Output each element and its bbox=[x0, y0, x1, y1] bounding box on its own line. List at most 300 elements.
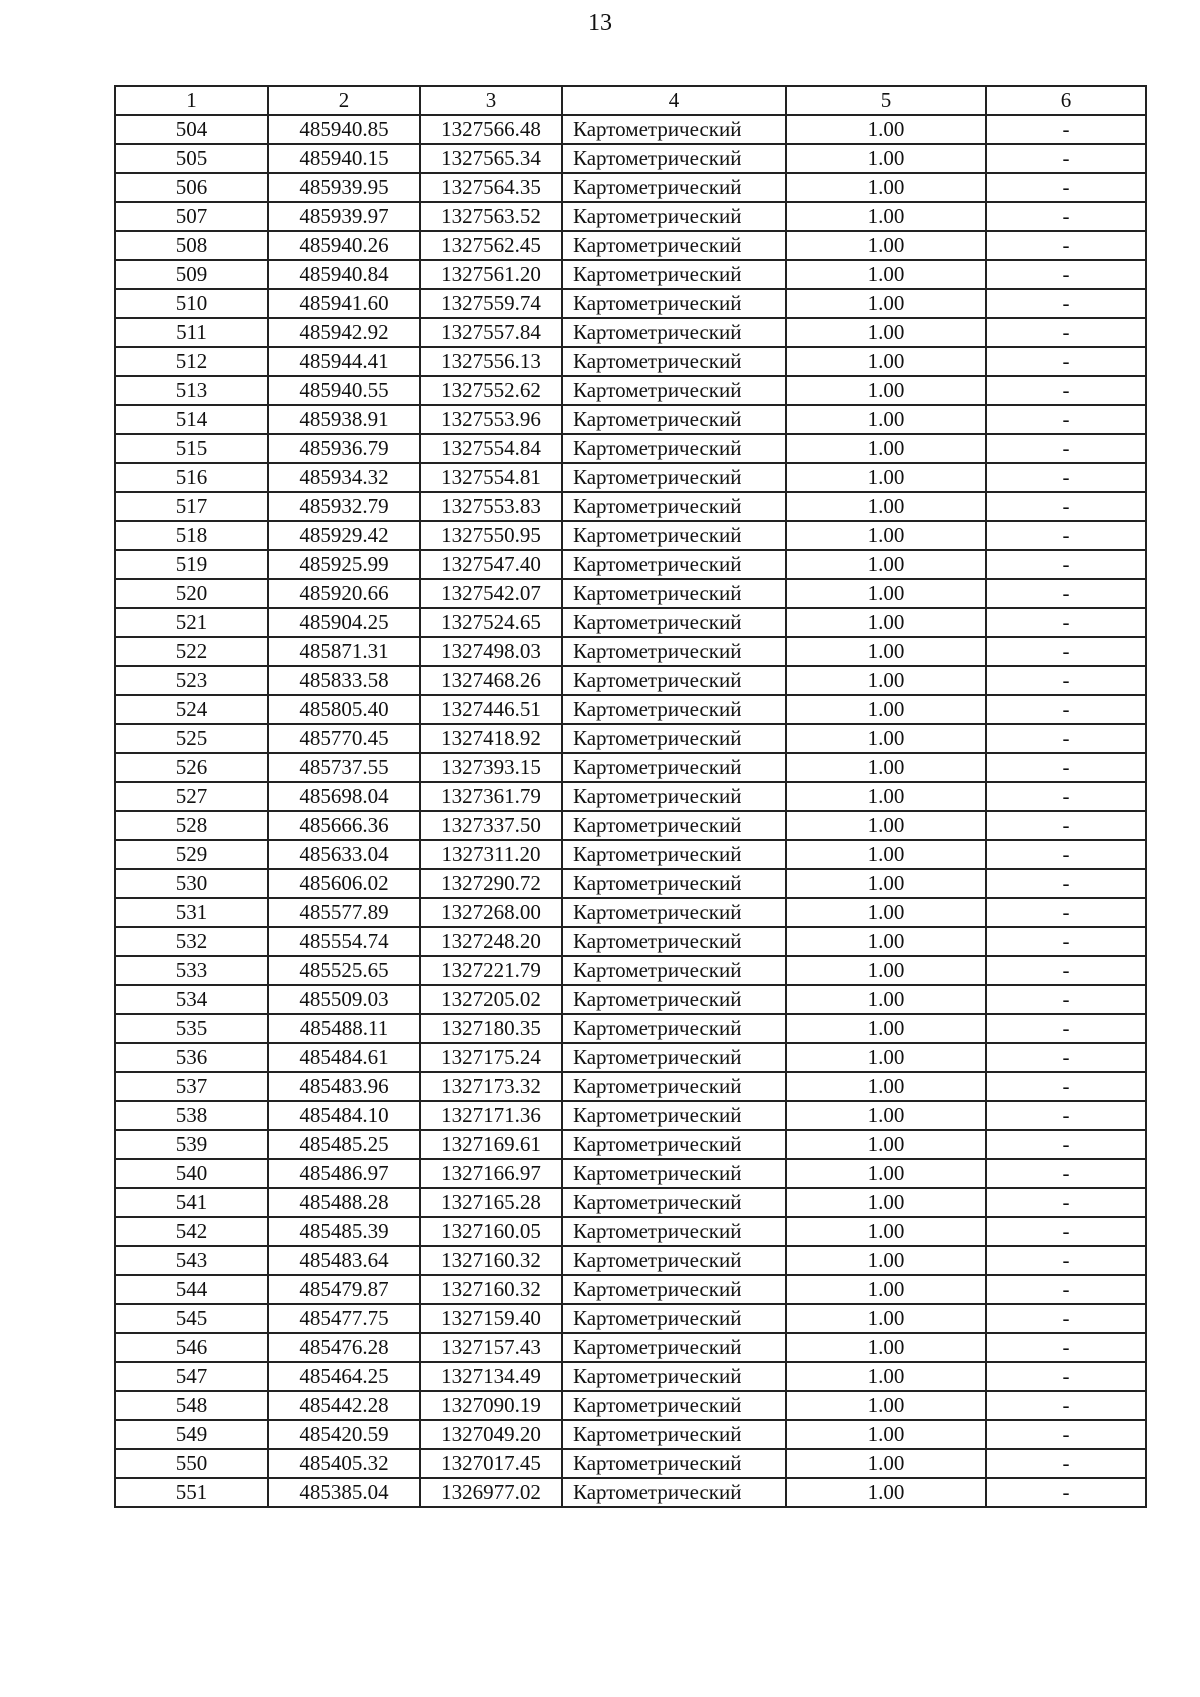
y-coordinate-cell: 1326977.02 bbox=[420, 1478, 562, 1507]
y-coordinate-cell: 1327553.83 bbox=[420, 492, 562, 521]
accuracy-cell: 1.00 bbox=[786, 724, 986, 753]
accuracy-cell: 1.00 bbox=[786, 1478, 986, 1507]
note-cell: - bbox=[986, 144, 1146, 173]
y-coordinate-cell: 1327557.84 bbox=[420, 318, 562, 347]
note-cell: - bbox=[986, 521, 1146, 550]
point-number-cell: 545 bbox=[115, 1304, 268, 1333]
accuracy-cell: 1.00 bbox=[786, 811, 986, 840]
note-cell: - bbox=[986, 463, 1146, 492]
table-row bbox=[115, 318, 1146, 347]
table-row bbox=[115, 521, 1146, 550]
method-cell: Картометрический bbox=[562, 1159, 786, 1188]
table-row bbox=[115, 1304, 1146, 1333]
point-number-cell: 520 bbox=[115, 579, 268, 608]
note-cell: - bbox=[986, 782, 1146, 811]
table-row bbox=[115, 1130, 1146, 1159]
method-cell: Картометрический bbox=[562, 579, 786, 608]
note-cell: - bbox=[986, 1420, 1146, 1449]
y-coordinate-cell: 1327268.00 bbox=[420, 898, 562, 927]
table-row bbox=[115, 173, 1146, 202]
accuracy-cell: 1.00 bbox=[786, 1217, 986, 1246]
table-row bbox=[115, 1449, 1146, 1478]
point-number-cell: 527 bbox=[115, 782, 268, 811]
point-number-cell: 510 bbox=[115, 289, 268, 318]
y-coordinate-cell: 1327134.49 bbox=[420, 1362, 562, 1391]
point-number-cell: 512 bbox=[115, 347, 268, 376]
y-coordinate-cell: 1327561.20 bbox=[420, 260, 562, 289]
y-coordinate-cell: 1327221.79 bbox=[420, 956, 562, 985]
column-header: 4 bbox=[562, 86, 786, 115]
point-number-cell: 530 bbox=[115, 869, 268, 898]
point-number-cell: 519 bbox=[115, 550, 268, 579]
table-row bbox=[115, 1391, 1146, 1420]
x-coordinate-cell: 485483.96 bbox=[268, 1072, 420, 1101]
table-row bbox=[115, 927, 1146, 956]
accuracy-cell: 1.00 bbox=[786, 202, 986, 231]
accuracy-cell: 1.00 bbox=[786, 1362, 986, 1391]
note-cell: - bbox=[986, 724, 1146, 753]
point-number-cell: 548 bbox=[115, 1391, 268, 1420]
table-row bbox=[115, 1101, 1146, 1130]
accuracy-cell: 1.00 bbox=[786, 1159, 986, 1188]
method-cell: Картометрический bbox=[562, 637, 786, 666]
note-cell: - bbox=[986, 260, 1146, 289]
y-coordinate-cell: 1327563.52 bbox=[420, 202, 562, 231]
note-cell: - bbox=[986, 318, 1146, 347]
note-cell: - bbox=[986, 695, 1146, 724]
note-cell: - bbox=[986, 666, 1146, 695]
accuracy-cell: 1.00 bbox=[786, 1014, 986, 1043]
point-number-cell: 542 bbox=[115, 1217, 268, 1246]
x-coordinate-cell: 485944.41 bbox=[268, 347, 420, 376]
point-number-cell: 543 bbox=[115, 1246, 268, 1275]
table-body bbox=[115, 115, 1146, 1507]
table-row bbox=[115, 1420, 1146, 1449]
x-coordinate-cell: 485940.55 bbox=[268, 376, 420, 405]
note-cell: - bbox=[986, 1159, 1146, 1188]
y-coordinate-cell: 1327562.45 bbox=[420, 231, 562, 260]
y-coordinate-cell: 1327559.74 bbox=[420, 289, 562, 318]
point-number-cell: 516 bbox=[115, 463, 268, 492]
x-coordinate-cell: 485385.04 bbox=[268, 1478, 420, 1507]
point-number-cell: 537 bbox=[115, 1072, 268, 1101]
method-cell: Картометрический bbox=[562, 434, 786, 463]
y-coordinate-cell: 1327180.35 bbox=[420, 1014, 562, 1043]
table-row bbox=[115, 1275, 1146, 1304]
table-row bbox=[115, 434, 1146, 463]
y-coordinate-cell: 1327169.61 bbox=[420, 1130, 562, 1159]
point-number-cell: 544 bbox=[115, 1275, 268, 1304]
note-cell: - bbox=[986, 1333, 1146, 1362]
note-cell: - bbox=[986, 550, 1146, 579]
point-number-cell: 536 bbox=[115, 1043, 268, 1072]
note-cell: - bbox=[986, 434, 1146, 463]
x-coordinate-cell: 485925.99 bbox=[268, 550, 420, 579]
point-number-cell: 533 bbox=[115, 956, 268, 985]
accuracy-cell: 1.00 bbox=[786, 608, 986, 637]
method-cell: Картометрический bbox=[562, 1043, 786, 1072]
y-coordinate-cell: 1327171.36 bbox=[420, 1101, 562, 1130]
accuracy-cell: 1.00 bbox=[786, 1101, 986, 1130]
note-cell: - bbox=[986, 115, 1146, 144]
point-number-cell: 517 bbox=[115, 492, 268, 521]
note-cell: - bbox=[986, 869, 1146, 898]
x-coordinate-cell: 485442.28 bbox=[268, 1391, 420, 1420]
note-cell: - bbox=[986, 1101, 1146, 1130]
note-cell: - bbox=[986, 1014, 1146, 1043]
x-coordinate-cell: 485871.31 bbox=[268, 637, 420, 666]
accuracy-cell: 1.00 bbox=[786, 927, 986, 956]
table-row bbox=[115, 550, 1146, 579]
accuracy-cell: 1.00 bbox=[786, 434, 986, 463]
method-cell: Картометрический bbox=[562, 115, 786, 144]
note-cell: - bbox=[986, 753, 1146, 782]
x-coordinate-cell: 485485.39 bbox=[268, 1217, 420, 1246]
method-cell: Картометрический bbox=[562, 173, 786, 202]
point-number-cell: 514 bbox=[115, 405, 268, 434]
note-cell: - bbox=[986, 173, 1146, 202]
accuracy-cell: 1.00 bbox=[786, 1275, 986, 1304]
method-cell: Картометрический bbox=[562, 144, 786, 173]
x-coordinate-cell: 485929.42 bbox=[268, 521, 420, 550]
table-row bbox=[115, 898, 1146, 927]
table-row bbox=[115, 1362, 1146, 1391]
method-cell: Картометрический bbox=[562, 1420, 786, 1449]
point-number-cell: 546 bbox=[115, 1333, 268, 1362]
y-coordinate-cell: 1327468.26 bbox=[420, 666, 562, 695]
accuracy-cell: 1.00 bbox=[786, 579, 986, 608]
point-number-cell: 540 bbox=[115, 1159, 268, 1188]
table-row bbox=[115, 608, 1146, 637]
y-coordinate-cell: 1327418.92 bbox=[420, 724, 562, 753]
accuracy-cell: 1.00 bbox=[786, 1333, 986, 1362]
accuracy-cell: 1.00 bbox=[786, 840, 986, 869]
note-cell: - bbox=[986, 231, 1146, 260]
method-cell: Картометрический bbox=[562, 927, 786, 956]
x-coordinate-cell: 485486.97 bbox=[268, 1159, 420, 1188]
note-cell: - bbox=[986, 1304, 1146, 1333]
method-cell: Картометрический bbox=[562, 782, 786, 811]
column-header: 5 bbox=[786, 86, 986, 115]
y-coordinate-cell: 1327547.40 bbox=[420, 550, 562, 579]
table-row bbox=[115, 1072, 1146, 1101]
method-cell: Картометрический bbox=[562, 550, 786, 579]
accuracy-cell: 1.00 bbox=[786, 521, 986, 550]
x-coordinate-cell: 485934.32 bbox=[268, 463, 420, 492]
point-number-cell: 528 bbox=[115, 811, 268, 840]
method-cell: Картометрический bbox=[562, 956, 786, 985]
y-coordinate-cell: 1327290.72 bbox=[420, 869, 562, 898]
x-coordinate-cell: 485770.45 bbox=[268, 724, 420, 753]
coordinates-table bbox=[114, 85, 1147, 1508]
y-coordinate-cell: 1327160.32 bbox=[420, 1246, 562, 1275]
accuracy-cell: 1.00 bbox=[786, 173, 986, 202]
x-coordinate-cell: 485485.25 bbox=[268, 1130, 420, 1159]
column-header: 1 bbox=[115, 86, 268, 115]
x-coordinate-cell: 485464.25 bbox=[268, 1362, 420, 1391]
x-coordinate-cell: 485737.55 bbox=[268, 753, 420, 782]
method-cell: Картометрический bbox=[562, 1101, 786, 1130]
y-coordinate-cell: 1327090.19 bbox=[420, 1391, 562, 1420]
accuracy-cell: 1.00 bbox=[786, 260, 986, 289]
x-coordinate-cell: 485488.28 bbox=[268, 1188, 420, 1217]
accuracy-cell: 1.00 bbox=[786, 231, 986, 260]
method-cell: Картометрический bbox=[562, 463, 786, 492]
method-cell: Картометрический bbox=[562, 608, 786, 637]
table-row bbox=[115, 1478, 1146, 1507]
x-coordinate-cell: 485484.61 bbox=[268, 1043, 420, 1072]
point-number-cell: 521 bbox=[115, 608, 268, 637]
point-number-cell: 504 bbox=[115, 115, 268, 144]
y-coordinate-cell: 1327542.07 bbox=[420, 579, 562, 608]
point-number-cell: 535 bbox=[115, 1014, 268, 1043]
method-cell: Картометрический bbox=[562, 811, 786, 840]
x-coordinate-cell: 485939.95 bbox=[268, 173, 420, 202]
point-number-cell: 550 bbox=[115, 1449, 268, 1478]
accuracy-cell: 1.00 bbox=[786, 695, 986, 724]
note-cell: - bbox=[986, 347, 1146, 376]
table-row bbox=[115, 782, 1146, 811]
x-coordinate-cell: 485477.75 bbox=[268, 1304, 420, 1333]
y-coordinate-cell: 1327446.51 bbox=[420, 695, 562, 724]
method-cell: Картометрический bbox=[562, 985, 786, 1014]
y-coordinate-cell: 1327205.02 bbox=[420, 985, 562, 1014]
table-row bbox=[115, 840, 1146, 869]
page-number: 13 bbox=[588, 10, 612, 36]
note-cell: - bbox=[986, 898, 1146, 927]
x-coordinate-cell: 485488.11 bbox=[268, 1014, 420, 1043]
y-coordinate-cell: 1327337.50 bbox=[420, 811, 562, 840]
x-coordinate-cell: 485476.28 bbox=[268, 1333, 420, 1362]
y-coordinate-cell: 1327565.34 bbox=[420, 144, 562, 173]
y-coordinate-cell: 1327160.05 bbox=[420, 1217, 562, 1246]
accuracy-cell: 1.00 bbox=[786, 1188, 986, 1217]
y-coordinate-cell: 1327173.32 bbox=[420, 1072, 562, 1101]
x-coordinate-cell: 485525.65 bbox=[268, 956, 420, 985]
table-row bbox=[115, 405, 1146, 434]
y-coordinate-cell: 1327498.03 bbox=[420, 637, 562, 666]
table-row bbox=[115, 811, 1146, 840]
x-coordinate-cell: 485942.92 bbox=[268, 318, 420, 347]
point-number-cell: 522 bbox=[115, 637, 268, 666]
accuracy-cell: 1.00 bbox=[786, 1304, 986, 1333]
accuracy-cell: 1.00 bbox=[786, 753, 986, 782]
point-number-cell: 532 bbox=[115, 927, 268, 956]
point-number-cell: 541 bbox=[115, 1188, 268, 1217]
accuracy-cell: 1.00 bbox=[786, 1130, 986, 1159]
point-number-cell: 549 bbox=[115, 1420, 268, 1449]
method-cell: Картометрический bbox=[562, 1014, 786, 1043]
point-number-cell: 511 bbox=[115, 318, 268, 347]
x-coordinate-cell: 485666.36 bbox=[268, 811, 420, 840]
y-coordinate-cell: 1327175.24 bbox=[420, 1043, 562, 1072]
y-coordinate-cell: 1327550.95 bbox=[420, 521, 562, 550]
method-cell: Картометрический bbox=[562, 695, 786, 724]
x-coordinate-cell: 485405.32 bbox=[268, 1449, 420, 1478]
point-number-cell: 509 bbox=[115, 260, 268, 289]
table-row bbox=[115, 1043, 1146, 1072]
table-row bbox=[115, 289, 1146, 318]
point-number-cell: 534 bbox=[115, 985, 268, 1014]
note-cell: - bbox=[986, 811, 1146, 840]
accuracy-cell: 1.00 bbox=[786, 1072, 986, 1101]
accuracy-cell: 1.00 bbox=[786, 1246, 986, 1275]
accuracy-cell: 1.00 bbox=[786, 985, 986, 1014]
y-coordinate-cell: 1327393.15 bbox=[420, 753, 562, 782]
note-cell: - bbox=[986, 376, 1146, 405]
note-cell: - bbox=[986, 1478, 1146, 1507]
method-cell: Картометрический bbox=[562, 231, 786, 260]
accuracy-cell: 1.00 bbox=[786, 144, 986, 173]
table-row bbox=[115, 144, 1146, 173]
table-row bbox=[115, 231, 1146, 260]
x-coordinate-cell: 485938.91 bbox=[268, 405, 420, 434]
table-row bbox=[115, 1159, 1146, 1188]
y-coordinate-cell: 1327554.84 bbox=[420, 434, 562, 463]
accuracy-cell: 1.00 bbox=[786, 1043, 986, 1072]
method-cell: Картометрический bbox=[562, 1130, 786, 1159]
point-number-cell: 523 bbox=[115, 666, 268, 695]
point-number-cell: 513 bbox=[115, 376, 268, 405]
point-number-cell: 539 bbox=[115, 1130, 268, 1159]
table-row bbox=[115, 1188, 1146, 1217]
x-coordinate-cell: 485483.64 bbox=[268, 1246, 420, 1275]
accuracy-cell: 1.00 bbox=[786, 347, 986, 376]
x-coordinate-cell: 485940.26 bbox=[268, 231, 420, 260]
table-row bbox=[115, 869, 1146, 898]
note-cell: - bbox=[986, 1391, 1146, 1420]
accuracy-cell: 1.00 bbox=[786, 1449, 986, 1478]
table-row bbox=[115, 463, 1146, 492]
table-row bbox=[115, 347, 1146, 376]
table-row bbox=[115, 202, 1146, 231]
y-coordinate-cell: 1327553.96 bbox=[420, 405, 562, 434]
note-cell: - bbox=[986, 492, 1146, 521]
note-cell: - bbox=[986, 927, 1146, 956]
table-row bbox=[115, 1217, 1146, 1246]
x-coordinate-cell: 485606.02 bbox=[268, 869, 420, 898]
table-row bbox=[115, 985, 1146, 1014]
note-cell: - bbox=[986, 608, 1146, 637]
table-row bbox=[115, 579, 1146, 608]
note-cell: - bbox=[986, 840, 1146, 869]
method-cell: Картометрический bbox=[562, 1246, 786, 1275]
x-coordinate-cell: 485940.15 bbox=[268, 144, 420, 173]
method-cell: Картометрический bbox=[562, 724, 786, 753]
y-coordinate-cell: 1327159.40 bbox=[420, 1304, 562, 1333]
accuracy-cell: 1.00 bbox=[786, 956, 986, 985]
accuracy-cell: 1.00 bbox=[786, 869, 986, 898]
accuracy-cell: 1.00 bbox=[786, 405, 986, 434]
note-cell: - bbox=[986, 289, 1146, 318]
y-coordinate-cell: 1327248.20 bbox=[420, 927, 562, 956]
point-number-cell: 551 bbox=[115, 1478, 268, 1507]
note-cell: - bbox=[986, 1188, 1146, 1217]
accuracy-cell: 1.00 bbox=[786, 637, 986, 666]
note-cell: - bbox=[986, 1217, 1146, 1246]
column-header: 3 bbox=[420, 86, 562, 115]
table-row bbox=[115, 637, 1146, 666]
method-cell: Картометрический bbox=[562, 1449, 786, 1478]
y-coordinate-cell: 1327165.28 bbox=[420, 1188, 562, 1217]
note-cell: - bbox=[986, 1275, 1146, 1304]
x-coordinate-cell: 485904.25 bbox=[268, 608, 420, 637]
point-number-cell: 518 bbox=[115, 521, 268, 550]
method-cell: Картометрический bbox=[562, 1072, 786, 1101]
table-row bbox=[115, 1246, 1146, 1275]
method-cell: Картометрический bbox=[562, 318, 786, 347]
method-cell: Картометрический bbox=[562, 1478, 786, 1507]
point-number-cell: 547 bbox=[115, 1362, 268, 1391]
x-coordinate-cell: 485932.79 bbox=[268, 492, 420, 521]
note-cell: - bbox=[986, 405, 1146, 434]
x-coordinate-cell: 485936.79 bbox=[268, 434, 420, 463]
x-coordinate-cell: 485554.74 bbox=[268, 927, 420, 956]
note-cell: - bbox=[986, 202, 1146, 231]
note-cell: - bbox=[986, 1130, 1146, 1159]
method-cell: Картометрический bbox=[562, 289, 786, 318]
method-cell: Картометрический bbox=[562, 1362, 786, 1391]
table-row bbox=[115, 492, 1146, 521]
y-coordinate-cell: 1327524.65 bbox=[420, 608, 562, 637]
x-coordinate-cell: 485420.59 bbox=[268, 1420, 420, 1449]
method-cell: Картометрический bbox=[562, 666, 786, 695]
table-row bbox=[115, 956, 1146, 985]
accuracy-cell: 1.00 bbox=[786, 898, 986, 927]
method-cell: Картометрический bbox=[562, 521, 786, 550]
y-coordinate-cell: 1327554.81 bbox=[420, 463, 562, 492]
y-coordinate-cell: 1327361.79 bbox=[420, 782, 562, 811]
accuracy-cell: 1.00 bbox=[786, 376, 986, 405]
accuracy-cell: 1.00 bbox=[786, 318, 986, 347]
note-cell: - bbox=[986, 1246, 1146, 1275]
note-cell: - bbox=[986, 1043, 1146, 1072]
y-coordinate-cell: 1327166.97 bbox=[420, 1159, 562, 1188]
point-number-cell: 507 bbox=[115, 202, 268, 231]
x-coordinate-cell: 485698.04 bbox=[268, 782, 420, 811]
y-coordinate-cell: 1327566.48 bbox=[420, 115, 562, 144]
accuracy-cell: 1.00 bbox=[786, 289, 986, 318]
point-number-cell: 505 bbox=[115, 144, 268, 173]
method-cell: Картометрический bbox=[562, 869, 786, 898]
x-coordinate-cell: 485805.40 bbox=[268, 695, 420, 724]
method-cell: Картометрический bbox=[562, 1217, 786, 1246]
accuracy-cell: 1.00 bbox=[786, 782, 986, 811]
method-cell: Картометрический bbox=[562, 492, 786, 521]
method-cell: Картометрический bbox=[562, 898, 786, 927]
x-coordinate-cell: 485833.58 bbox=[268, 666, 420, 695]
y-coordinate-cell: 1327160.32 bbox=[420, 1275, 562, 1304]
y-coordinate-cell: 1327552.62 bbox=[420, 376, 562, 405]
x-coordinate-cell: 485577.89 bbox=[268, 898, 420, 927]
y-coordinate-cell: 1327157.43 bbox=[420, 1333, 562, 1362]
method-cell: Картометрический bbox=[562, 202, 786, 231]
x-coordinate-cell: 485940.84 bbox=[268, 260, 420, 289]
table-row bbox=[115, 666, 1146, 695]
accuracy-cell: 1.00 bbox=[786, 463, 986, 492]
point-number-cell: 525 bbox=[115, 724, 268, 753]
method-cell: Картометрический bbox=[562, 1275, 786, 1304]
method-cell: Картометрический bbox=[562, 376, 786, 405]
x-coordinate-cell: 485484.10 bbox=[268, 1101, 420, 1130]
method-cell: Картометрический bbox=[562, 1391, 786, 1420]
table-row bbox=[115, 695, 1146, 724]
method-cell: Картометрический bbox=[562, 840, 786, 869]
table-row bbox=[115, 1014, 1146, 1043]
method-cell: Картометрический bbox=[562, 405, 786, 434]
point-number-cell: 526 bbox=[115, 753, 268, 782]
point-number-cell: 508 bbox=[115, 231, 268, 260]
